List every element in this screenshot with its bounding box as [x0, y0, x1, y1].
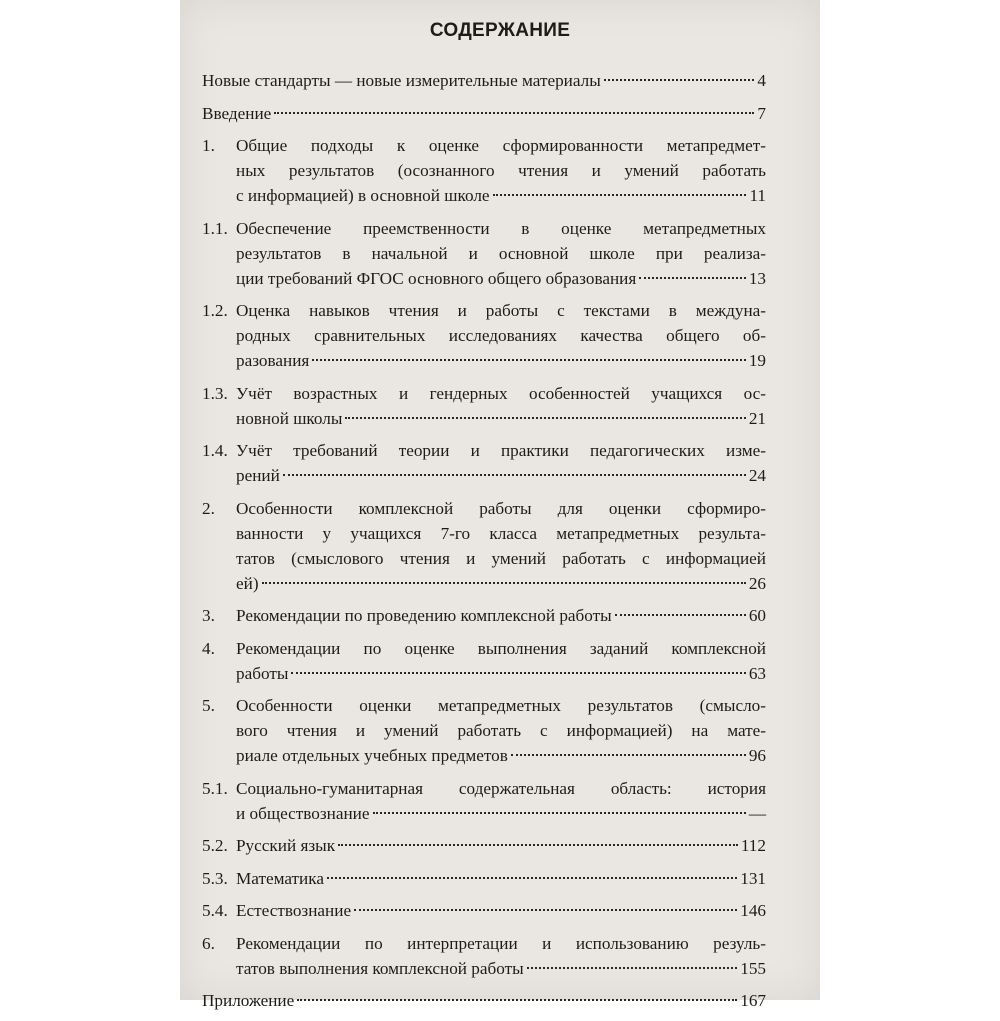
book-page [180, 0, 820, 1010]
toc-entry-title: Приложение [202, 991, 295, 1010]
toc-entry-number: 5.3. [202, 868, 228, 888]
toc-entry-last-line [236, 348, 766, 373]
toc-entry-page: 21 [748, 408, 766, 428]
toc-entry-line: Особенности оценки метапредметных результатов (смысло- [236, 696, 766, 715]
toc-entry[interactable] [202, 833, 766, 858]
toc-entry-last-line [202, 101, 766, 126]
toc-entry-title: ции требований ФГОС основного общего образования [236, 268, 637, 288]
toc-entry[interactable] [202, 603, 766, 628]
toc-entry-line: Социально-гуманитарная содержательная область: история [236, 778, 766, 798]
toc-entry-last-line [202, 68, 766, 93]
toc-entry-body [236, 133, 766, 208]
toc-entry-body [202, 988, 766, 1013]
toc-entry-last-line [236, 661, 766, 686]
dot-leader [312, 359, 745, 361]
toc-entry-title: Рекомендации по проведению комплексной работы [236, 606, 612, 625]
toc-entry-last-line [202, 988, 766, 1013]
toc-entry-body [236, 636, 766, 686]
toc-entry[interactable] [202, 636, 766, 686]
toc-entry-page: — [748, 803, 766, 823]
toc-entry-title: ей) [236, 573, 259, 593]
toc-entry[interactable] [202, 438, 766, 488]
toc-entry-page: 13 [748, 268, 766, 288]
dot-leader [354, 909, 737, 911]
toc-entry-title: с информацией) в основной школе [236, 186, 490, 205]
toc-entry[interactable] [202, 496, 766, 596]
dot-leader [511, 754, 746, 756]
dot-leader [297, 999, 737, 1001]
toc-entry-line: Рекомендации по интерпретации и использованию резуль- [236, 933, 766, 953]
toc-entry-line: Обеспечение преемственности в оценке метапредметных [236, 218, 766, 238]
toc-entry-page: 19 [748, 351, 766, 370]
toc-entry-body [236, 298, 766, 373]
toc-entry-line: Учёт требований теории и практики педагогических изме- [236, 441, 766, 460]
toc-entry[interactable] [202, 776, 766, 826]
toc-entry-last-line [236, 571, 766, 596]
dot-leader [373, 812, 746, 814]
toc-entry-page: 7 [757, 103, 766, 123]
dot-leader [338, 844, 738, 846]
toc-entry-body [202, 101, 766, 126]
toc-entry-number: 1.3. [202, 383, 228, 403]
toc-entry-page: 11 [749, 186, 766, 205]
toc-entry-body [236, 931, 766, 981]
dot-leader [527, 967, 738, 969]
dot-leader [345, 417, 745, 419]
dot-leader [274, 112, 754, 114]
toc-entry-line: Особенности комплексной работы для оценки сформиро- [236, 498, 766, 518]
toc-entry-title: разования [236, 351, 310, 370]
toc-entry[interactable] [202, 866, 766, 891]
toc-entry-number: 3. [202, 606, 215, 625]
toc-entry[interactable] [202, 381, 766, 431]
toc-entry[interactable] [202, 68, 766, 93]
toc-entry-last-line [236, 603, 766, 628]
toc-entry-last-line [236, 743, 766, 768]
toc-entry-line: Общие подходы к оценке сформированности метапредмет- [236, 136, 766, 155]
toc-entry-number: 5.4. [202, 901, 228, 920]
toc-entry-line: Учёт возрастных и гендерных особенностей учащихся ос- [236, 383, 766, 403]
toc-entry-title: работы [236, 663, 289, 683]
dot-leader [291, 672, 745, 674]
toc-entry-page: 26 [748, 573, 766, 593]
toc-entry-title: татов выполнения комплексной работы [236, 958, 524, 978]
toc-entry[interactable] [202, 988, 766, 1013]
toc-entry-title: Введение [202, 103, 272, 123]
toc-entry-page: 131 [740, 868, 766, 888]
toc-entry-page: 24 [748, 466, 766, 485]
dot-leader [604, 79, 755, 81]
toc-entry-body [202, 68, 766, 93]
toc-entry-body [236, 866, 766, 891]
toc-entry-title: Математика [236, 868, 324, 888]
toc-entry-last-line [236, 406, 766, 431]
toc-entry-page: 155 [740, 958, 766, 978]
toc-entry-title: Русский язык [236, 836, 336, 855]
toc-entry[interactable] [202, 133, 766, 208]
toc-entry-title: риале отдельных учебных предметов [236, 746, 508, 765]
toc-entry[interactable] [202, 931, 766, 981]
toc-entry-last-line [236, 266, 766, 291]
toc-entry-body [236, 693, 766, 768]
toc-entry-line: Рекомендации по оценке выполнения заданий комплексной [236, 638, 766, 658]
toc-entry-number: 5.1. [202, 778, 228, 798]
toc-entry-page: 96 [748, 746, 766, 765]
page-title: СОДЕРЖАНИЕ [429, 20, 571, 41]
toc-entry-title: новной школы [236, 408, 343, 428]
dot-leader [615, 614, 746, 616]
toc-entry-body [236, 381, 766, 431]
toc-entry-body [236, 216, 766, 291]
toc-entry-body [236, 438, 766, 488]
toc-entry-body [236, 833, 766, 858]
toc-entry-number: 1.4. [202, 441, 228, 460]
toc-entry[interactable] [202, 298, 766, 373]
toc-entry-last-line [236, 463, 766, 488]
toc-entry-last-line [236, 801, 766, 826]
toc-entry-last-line [236, 956, 766, 981]
toc-entry-title: рений [236, 466, 280, 485]
toc-entry-title: и обществознание [236, 803, 370, 823]
toc-entry-line: родных сравнительных исследованиях качества общего об- [236, 326, 766, 345]
toc-entry-line: ных результатов (осознанного чтения и умений работать [236, 161, 766, 180]
toc-entry[interactable] [202, 101, 766, 126]
toc-entry-last-line [236, 183, 766, 208]
toc-entry-number: 4. [202, 638, 215, 658]
toc-entry[interactable] [202, 216, 766, 291]
toc-entry[interactable] [202, 898, 766, 923]
toc-entry-number: 1. [202, 136, 215, 155]
toc-entry-page: 4 [757, 71, 766, 90]
toc-entry-page: 112 [740, 836, 766, 855]
dot-leader [493, 194, 747, 196]
toc-entry-number: 1.2. [202, 301, 228, 320]
toc-entry[interactable] [202, 693, 766, 768]
toc-entry-page: 63 [748, 663, 766, 683]
toc-entry-number: 1.1. [202, 218, 228, 238]
toc-entry-last-line [236, 833, 766, 858]
toc-entry-line: Оценка навыков чтения и работы с текстами в междуна- [236, 301, 766, 320]
toc-entry-body [236, 496, 766, 596]
toc-entry-line: результатов в начальной и основной школе при реализа- [236, 243, 766, 263]
toc-entry-page: 60 [748, 606, 766, 625]
dot-leader [639, 277, 746, 279]
toc-entry-title: Новые стандарты — новые измерительные материалы [202, 71, 601, 90]
toc-entry-number: 6. [202, 933, 215, 953]
toc-entry-last-line [236, 866, 766, 891]
toc-entry-last-line [236, 898, 766, 923]
toc-entry-title: Естествознание [236, 901, 352, 920]
toc-entry-number: 5.2. [202, 836, 228, 855]
toc-entry-page: 146 [740, 901, 766, 920]
toc-entry-line: татов (смыслового чтения и умений работать с информацией [236, 548, 766, 568]
toc-entry-number: 5. [202, 696, 215, 715]
dot-leader [327, 877, 737, 879]
toc-entry-page: 167 [740, 991, 766, 1010]
dot-leader [262, 582, 746, 584]
toc-entry-number: 2. [202, 498, 215, 518]
table-of-contents [202, 68, 766, 1021]
toc-entry-line: ванности у учащихся 7-го класса метапредметных результа- [236, 523, 766, 543]
toc-entry-body [236, 603, 766, 628]
toc-entry-body [236, 776, 766, 826]
toc-entry-line: вого чтения и умений работать с информацией) на мате- [236, 721, 766, 740]
toc-entry-body [236, 898, 766, 923]
dot-leader [283, 474, 746, 476]
